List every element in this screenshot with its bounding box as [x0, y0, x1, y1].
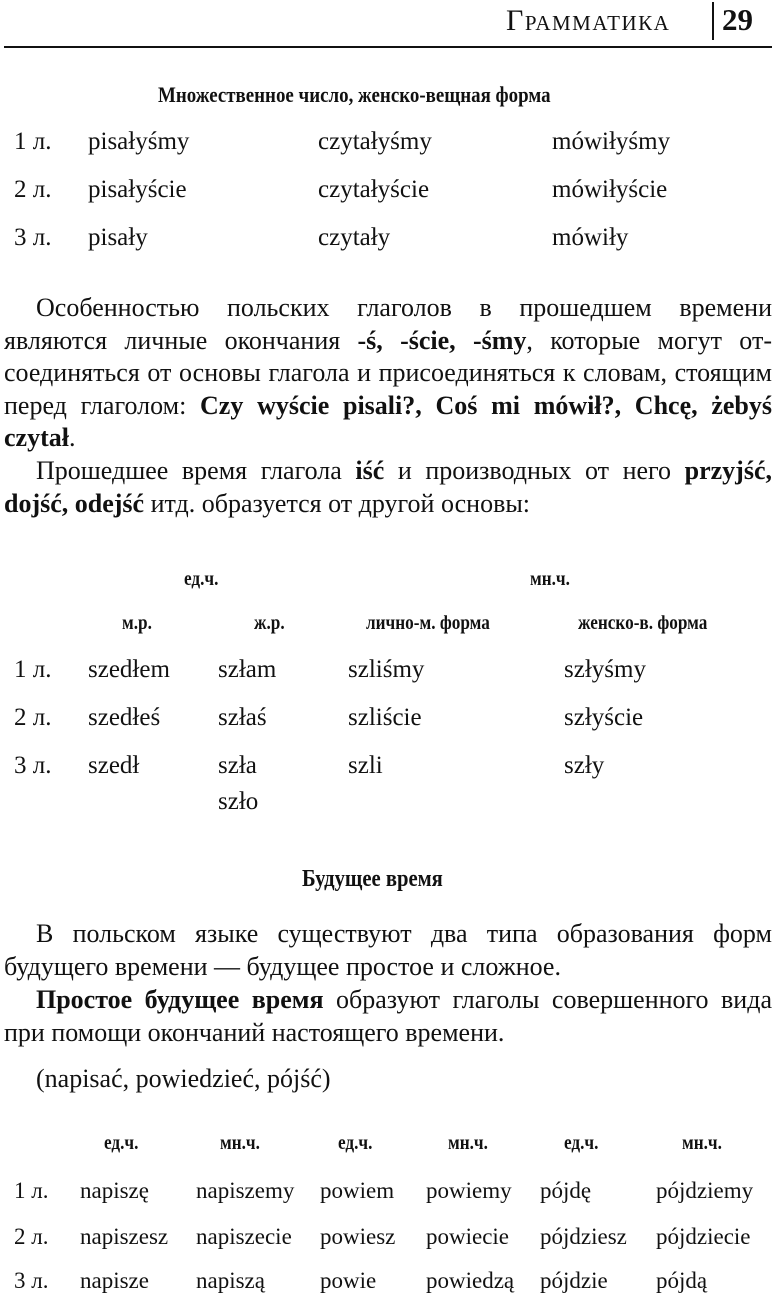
- person-label: 2 л.: [14, 704, 52, 731]
- verb-form: czytałyście: [318, 176, 430, 203]
- verb-form: szła: [218, 752, 257, 779]
- verb-form: czytały: [318, 224, 391, 251]
- column-header: мн.ч.: [448, 1132, 488, 1154]
- verb-form: czytałyśmy: [318, 128, 432, 155]
- column-header: мн.ч.: [220, 1132, 260, 1154]
- paragraph-future-types: В польском языке существуют два типа образования форм будущего времени — будущее простое и сложное.: [4, 919, 772, 981]
- verb-form: napiszemy: [196, 1178, 295, 1203]
- verb-form: pisały: [88, 224, 148, 251]
- column-header: ед.ч.: [564, 1132, 599, 1154]
- person-label: 3 л.: [14, 224, 52, 251]
- paragraph-personal-endings: Особенностью польских глаголов в прошедшем времени являются личные окончания -ś, -ście, -śmy, которые могут отсоединяться от основы глагола и присоединяться к словам, стоящим перед глаголом: Czy wyście pisali?, Coś mi mówił?, Chcę, żebyś czytał.: [4, 293, 772, 452]
- verb-form: powiemy: [426, 1178, 512, 1203]
- verb-form: pójdę: [540, 1178, 592, 1203]
- column-header: м.р.: [122, 612, 152, 634]
- verb-form: szłaś: [218, 704, 267, 731]
- verb-form: szedłem: [88, 656, 170, 683]
- verb-form: szłyśmy: [564, 656, 646, 683]
- verb-form: pisałyśmy: [88, 128, 190, 155]
- section-heading-plural-feminine: Множественное число, женско-вещная форма: [158, 82, 551, 107]
- column-header: женско-в. форма: [578, 612, 708, 634]
- verb-form: szli: [348, 752, 383, 779]
- person-label: 1 л.: [14, 1178, 49, 1203]
- section-heading-future: Будущее время: [302, 866, 443, 892]
- verb-form: pójdzie: [540, 1268, 608, 1293]
- person-label: 2 л.: [14, 176, 52, 203]
- group-header-singular: ед.ч.: [184, 568, 219, 590]
- running-header-title: Грамматика: [506, 4, 671, 37]
- verb-form: mówiłyście: [552, 176, 668, 203]
- verb-form: pójdziemy: [656, 1178, 754, 1203]
- verb-form: pójdziesz: [540, 1224, 627, 1249]
- verb-form: szedł: [88, 752, 140, 779]
- verb-form: napiszesz: [80, 1224, 169, 1249]
- verb-form: powiedzą: [426, 1268, 515, 1293]
- verb-form: szły: [564, 752, 605, 779]
- verb-form: szliśmy: [348, 656, 425, 683]
- verb-form: szliście: [348, 704, 422, 731]
- header-separator: [712, 2, 714, 40]
- verb-form: powie: [320, 1268, 377, 1293]
- column-header: ед.ч.: [104, 1132, 139, 1154]
- verb-form: powiem: [320, 1178, 395, 1203]
- person-label: 3 л.: [14, 752, 52, 779]
- verb-form: napiszę: [80, 1178, 149, 1203]
- column-header: мн.ч.: [682, 1132, 722, 1154]
- person-label: 3 л.: [14, 1268, 49, 1293]
- verb-form: powiecie: [426, 1224, 510, 1249]
- verb-form: pisałyście: [88, 176, 187, 203]
- verb-examples: (napisać, powiedzieć, pójść): [36, 1064, 331, 1093]
- verb-form: napiszą: [196, 1268, 265, 1293]
- group-header-plural: мн.ч.: [530, 568, 570, 590]
- paragraph-isc-past: Прошедшее время глагола iść и производных от него przyjść, dojść, odejść итд. образуется от другой основы:: [4, 456, 772, 518]
- column-header: ж.р.: [254, 612, 285, 634]
- verb-form: mówiły: [552, 224, 629, 251]
- verb-form: szłam: [218, 656, 277, 683]
- verb-form: napiszecie: [196, 1224, 292, 1249]
- paragraph-simple-future: Простое будущее время образуют глаголы совершенного вида при помощи окончаний настоящего времени.: [4, 985, 772, 1047]
- verb-form: pójdą: [656, 1268, 708, 1293]
- verb-form: powiesz: [320, 1224, 396, 1249]
- person-label: 1 л.: [14, 656, 52, 683]
- column-header: лично-м. форма: [366, 612, 490, 634]
- verb-form: szedłeś: [88, 704, 161, 731]
- header-rule: [4, 46, 772, 48]
- page-number: 29: [722, 2, 753, 37]
- verb-form: pójdziecie: [656, 1224, 751, 1249]
- person-label: 1 л.: [14, 128, 52, 155]
- verb-form-neuter: szło: [218, 788, 259, 815]
- verb-form: szłyście: [564, 704, 644, 731]
- verb-form: napisze: [80, 1268, 149, 1293]
- column-header: ед.ч.: [338, 1132, 373, 1154]
- verb-form: mówiłyśmy: [552, 128, 671, 155]
- person-label: 2 л.: [14, 1224, 49, 1249]
